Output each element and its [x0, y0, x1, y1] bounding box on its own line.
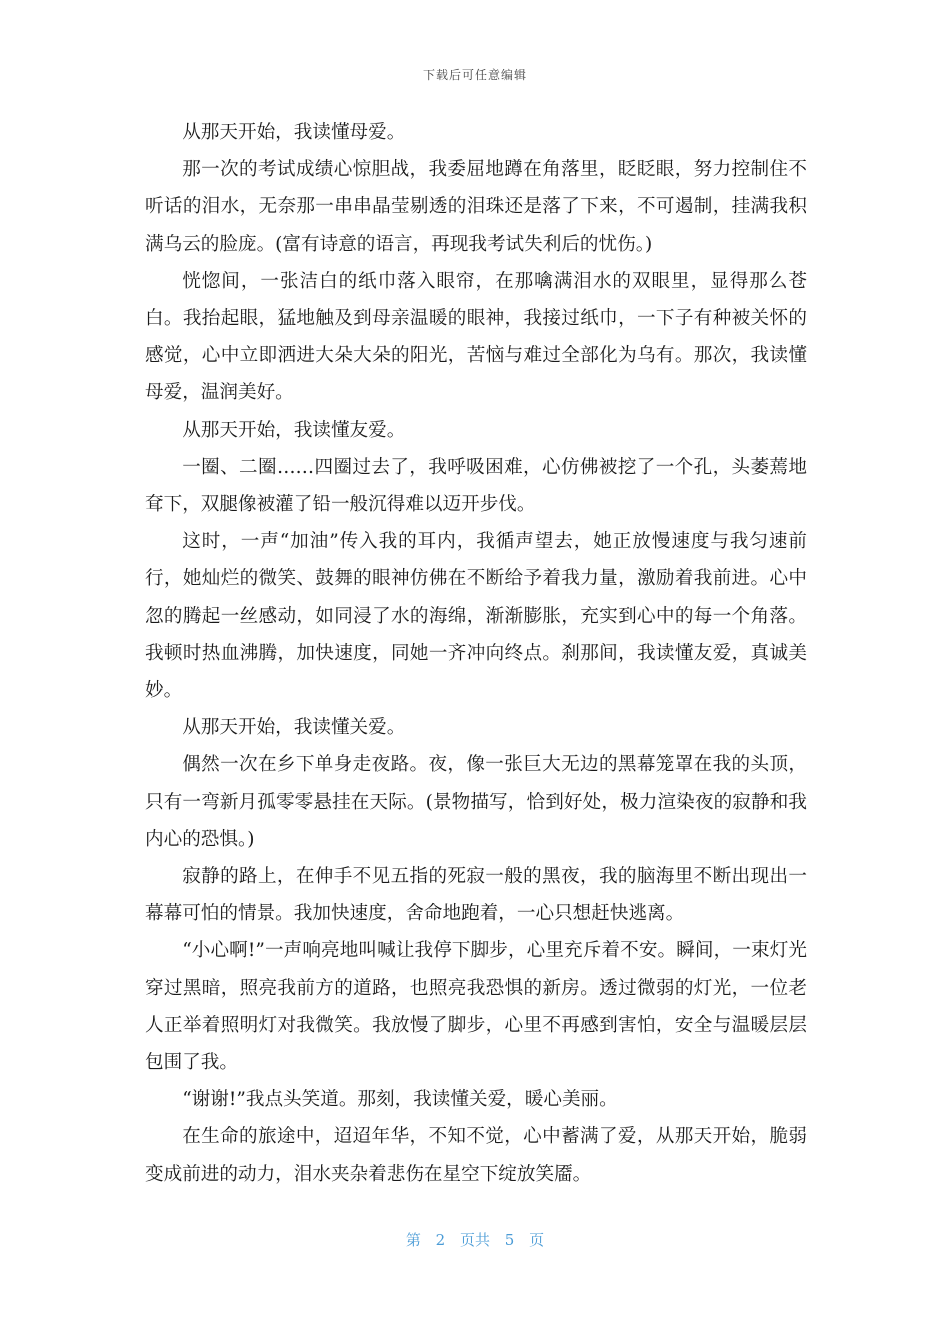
paragraph: “小心啊!”一声响亮地叫喊让我停下脚步，心里充斥着不安。瞬间，一束灯光穿过黑暗，照亮我前方的道路，也照亮我恐惧的新房。透过微弱的灯光，一位老人正举着照明灯对我微笑。我放慢了脚步，心里不再感到害怕，安全与温暖层层包围了我。	[145, 940, 807, 1074]
paragraph: “谢谢!”我点头笑道。那刻，我读懂关爱，暖心美丽。	[182, 1089, 618, 1111]
document-body	[145, 114, 807, 1193]
footer-prefix: 第	[405, 1231, 421, 1249]
paragraph: 从那天开始，我读懂友爱。	[182, 419, 406, 441]
paragraph: 恍惚间，一张洁白的纸巾落入眼帘，在那噙满泪水的双眼里，显得那么苍白。我抬起眼，猛地触及到母亲温暖的眼神，我接过纸巾，一下子有种被关怀的感觉，心中立即洒进大朵大朵的阳光，苦恼与难过全部化为乌有。那次，我读懂母爱，温润美好。	[145, 270, 807, 404]
footer-page-number: 2	[435, 1231, 446, 1249]
paragraph: 一圈、二圈……四圈过去了，我呼吸困难，心仿佛被挖了一个孔，头萎蔫地耷下，双腿像被灌了铅一般沉得难以迈开步伐。	[145, 456, 807, 516]
page-header	[0, 66, 950, 83]
footer-total-pages: 5	[504, 1231, 515, 1249]
paragraph: 从那天开始，我读懂母爱。	[182, 122, 406, 143]
paragraph: 在生命的旅途中，迢迢年华，不知不觉，心中蓄满了爱，从那天开始，脆弱变成前进的动力，泪水夹杂着悲伤在星空下绽放笑靥。	[145, 1126, 807, 1185]
paragraph: 偶然一次在乡下单身走夜路。夜，像一张巨大无边的黑幕笼罩在我的头顶，只有一弯新月孤零零悬挂在天际。(景物描写，恰到好处，极力渲染夜的寂静和我内心的恐惧。)	[145, 754, 807, 850]
footer-middle: 页共	[459, 1231, 490, 1249]
footer-suffix: 页	[529, 1231, 545, 1249]
page-footer	[0, 1229, 950, 1250]
paragraph: 那一次的考试成绩心惊胆战，我委屈地蹲在角落里，眨眨眼，努力控制住不听话的泪水，无奈那一串串晶莹剔透的泪珠还是落了下来，不可遏制，挂满我积满乌云的脸庞。(富有诗意的语言，再现我考试失利后的忧伤。)	[145, 159, 807, 255]
header-note: 下载后可任意编辑	[422, 68, 527, 82]
paragraph: 这时，一声“加油”传入我的耳内，我循声望去，她正放慢速度与我匀速前行，她灿烂的微笑、鼓舞的眼神仿佛在不断给予着我力量，激励着我前进。心中忽的腾起一丝感动，如同浸了水的海绵，渐渐膨胀，充实到心中的每一个角落。我顿时热血沸腾，加快速度，同她一齐冲向终点。刹那间，我读懂友爱，真诚美妙。	[145, 531, 807, 702]
paragraph: 从那天开始，我读懂关爱。	[182, 717, 406, 739]
paragraph: 寂静的路上，在伸手不见五指的死寂一般的黑夜，我的脑海里不断出现出一幕幕可怕的情景。我加快速度，舍命地跑着，一心只想赶快逃离。	[145, 866, 807, 925]
